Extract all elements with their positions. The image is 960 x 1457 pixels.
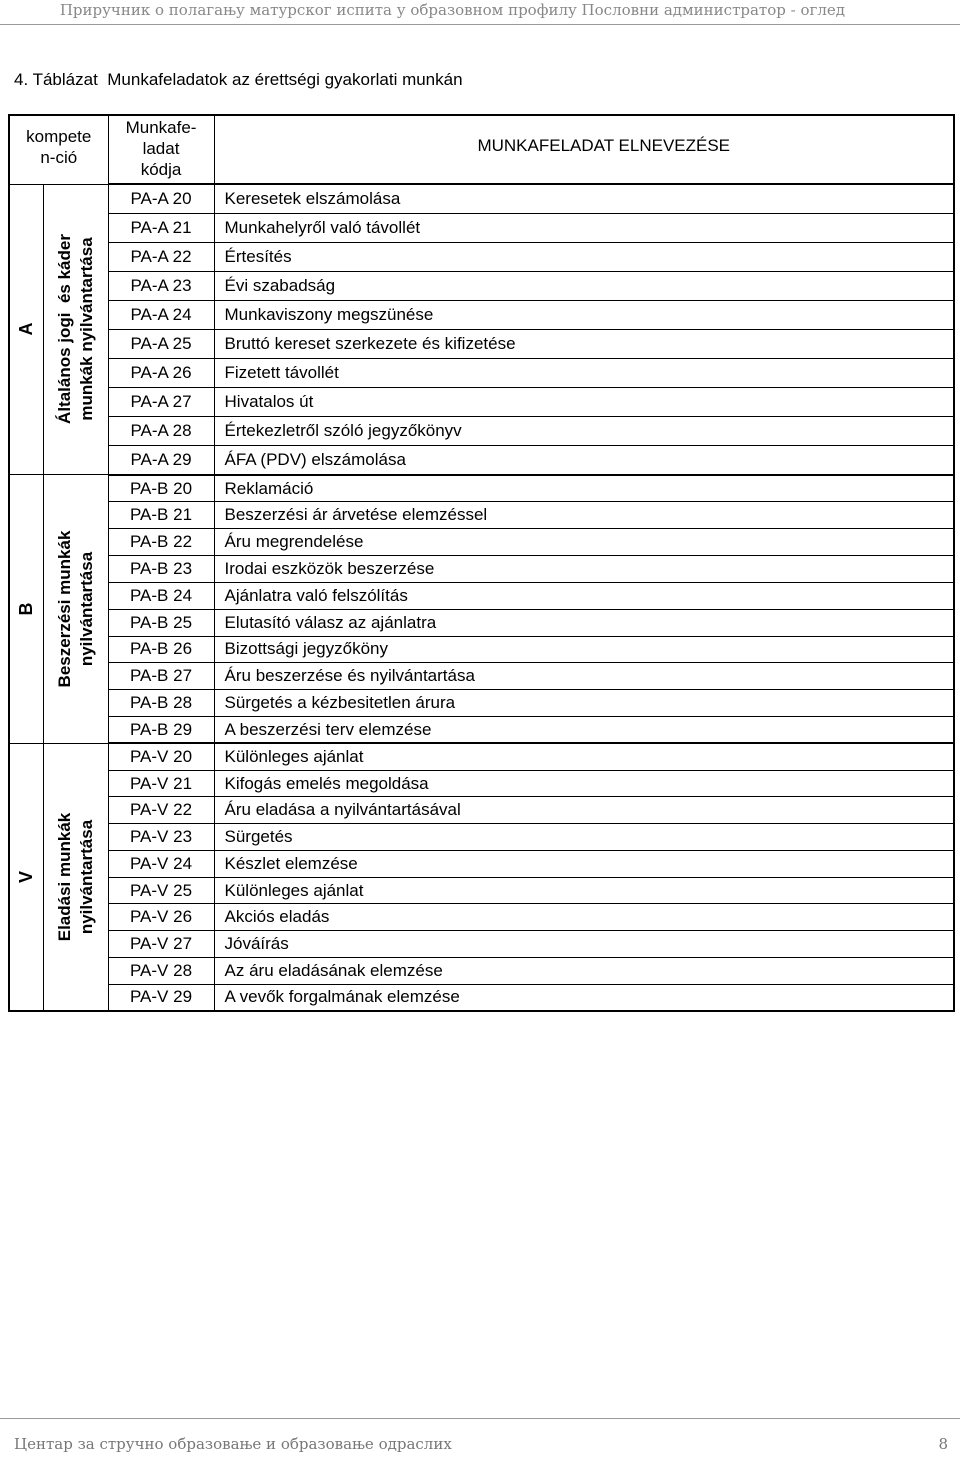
task-code-cell: PA-B 26 xyxy=(108,636,214,663)
table-row xyxy=(9,417,954,446)
table-row xyxy=(9,184,954,213)
table-row xyxy=(9,502,954,529)
competence-group-label: Eladási munkák nyilvántartása xyxy=(54,812,96,942)
task-name-cell: Bizottsági jegyzőköny xyxy=(214,636,954,663)
task-code-cell: PA-V 28 xyxy=(108,957,214,984)
task-code-cell: PA-A 22 xyxy=(108,242,214,271)
table-row xyxy=(9,475,954,502)
task-code-cell: PA-B 22 xyxy=(108,529,214,556)
table-caption: 4. Táblázat Munkafeladatok az érettségi gyakorlati munkán xyxy=(14,70,463,89)
task-name-cell: A beszerzési terv elemzése xyxy=(214,717,954,744)
table-row xyxy=(9,743,954,770)
task-code-cell: PA-A 24 xyxy=(108,300,214,329)
header-task-name: MUNKAFELADAT ELNEVEZÉSE xyxy=(214,115,954,184)
table-row xyxy=(9,446,954,475)
table-row xyxy=(9,663,954,690)
task-name-cell: Fizetett távollét xyxy=(214,359,954,388)
task-name-cell: Az áru eladásának elemzése xyxy=(214,957,954,984)
task-code-cell: PA-A 20 xyxy=(108,184,214,213)
task-code-cell: PA-V 20 xyxy=(108,743,214,770)
task-name-cell: Reklamáció xyxy=(214,475,954,502)
task-name-cell: Áru megrendelése xyxy=(214,529,954,556)
table-row xyxy=(9,300,954,329)
competence-group-cell xyxy=(43,184,108,475)
table-row xyxy=(9,555,954,582)
competence-letter-cell xyxy=(9,743,43,1011)
task-name-cell: Elutasító válasz az ajánlatra xyxy=(214,609,954,636)
task-name-cell: Jóváírás xyxy=(214,931,954,958)
table-row xyxy=(9,636,954,663)
task-code-cell: PA-V 22 xyxy=(108,797,214,824)
table-row xyxy=(9,717,954,744)
task-code-cell: PA-V 23 xyxy=(108,824,214,851)
competence-letter: B xyxy=(16,602,37,616)
task-name-cell: Sürgetés a kézbesitetlen árura xyxy=(214,690,954,717)
table-row xyxy=(9,931,954,958)
task-code-cell: PA-V 21 xyxy=(108,770,214,797)
competence-letter: V xyxy=(16,870,37,883)
tasks-table xyxy=(8,114,955,1012)
task-code-cell: PA-A 23 xyxy=(108,271,214,300)
task-name-cell: Készlet elemzése xyxy=(214,850,954,877)
table-row xyxy=(9,329,954,358)
task-code-cell: PA-B 28 xyxy=(108,690,214,717)
footer-text: Центар за стручно образовање и образовање одраслих xyxy=(14,1435,452,1453)
page-header xyxy=(0,0,960,25)
task-code-cell: PA-B 25 xyxy=(108,609,214,636)
task-name-cell: Különleges ajánlat xyxy=(214,743,954,770)
task-code-cell: PA-V 26 xyxy=(108,904,214,931)
task-code-cell: PA-A 29 xyxy=(108,446,214,475)
competence-group-cell xyxy=(43,743,108,1011)
competence-group-cell xyxy=(43,475,108,743)
task-name-cell: Áru beszerzése és nyilvántartása xyxy=(214,663,954,690)
table-row xyxy=(9,797,954,824)
table-row xyxy=(9,824,954,851)
table-row xyxy=(9,904,954,931)
table-row xyxy=(9,850,954,877)
task-code-cell: PA-B 29 xyxy=(108,717,214,744)
task-name-cell: Kifogás emelés megoldása xyxy=(214,770,954,797)
table-row xyxy=(9,984,954,1011)
task-name-cell: Bruttó kereset szerkezete és kifizetése xyxy=(214,329,954,358)
task-name-cell: Akciós eladás xyxy=(214,904,954,931)
task-code-cell: PA-V 25 xyxy=(108,877,214,904)
task-code-cell: PA-A 26 xyxy=(108,359,214,388)
task-code-cell: PA-V 24 xyxy=(108,850,214,877)
task-name-cell: Értekezletről szóló jegyzőkönyv xyxy=(214,417,954,446)
header-task-code: Munkafe- ladat kódja xyxy=(108,115,214,184)
page-footer xyxy=(0,1418,960,1457)
task-name-cell: Ajánlatra való felszólítás xyxy=(214,582,954,609)
task-name-cell: Beszerzési ár árvetése elemzéssel xyxy=(214,502,954,529)
task-code-cell: PA-B 27 xyxy=(108,663,214,690)
task-name-cell: Irodai eszközök beszerzése xyxy=(214,555,954,582)
table-row xyxy=(9,359,954,388)
table-row xyxy=(9,242,954,271)
task-name-cell: Sürgetés xyxy=(214,824,954,851)
table-row xyxy=(9,582,954,609)
header-competence: kompete n-ció xyxy=(9,115,108,184)
task-name-cell: Keresetek elszámolása xyxy=(214,184,954,213)
task-code-cell: PA-A 28 xyxy=(108,417,214,446)
task-name-cell: Munkaviszony megszünése xyxy=(214,300,954,329)
table-row xyxy=(9,213,954,242)
competence-letter-cell xyxy=(9,184,43,475)
task-code-cell: PA-A 25 xyxy=(108,329,214,358)
table-row xyxy=(9,388,954,417)
task-code-cell: PA-V 27 xyxy=(108,931,214,958)
table-row xyxy=(9,690,954,717)
task-name-cell: Évi szabadság xyxy=(214,271,954,300)
competence-letter: A xyxy=(16,322,37,336)
task-code-cell: PA-A 21 xyxy=(108,213,214,242)
task-name-cell: ÁFA (PDV) elszámolása xyxy=(214,446,954,475)
table-row xyxy=(9,271,954,300)
task-name-cell: Hivatalos út xyxy=(214,388,954,417)
competence-group-label: Általános jogi és káder munkák nyilvántartása xyxy=(54,234,96,425)
task-code-cell: PA-B 24 xyxy=(108,582,214,609)
table-row xyxy=(9,877,954,904)
task-name-cell: Értesítés xyxy=(214,242,954,271)
competence-group-label: Beszerzési munkák nyilvántartása xyxy=(54,530,96,688)
competence-letter-cell xyxy=(9,475,43,743)
task-name-cell: Különleges ajánlat xyxy=(214,877,954,904)
table-row xyxy=(9,609,954,636)
task-name-cell: Munkahelyről való távollét xyxy=(214,213,954,242)
task-code-cell: PA-V 29 xyxy=(108,984,214,1011)
task-name-cell: A vevők forgalmának elemzése xyxy=(214,984,954,1011)
running-title: Приручник о полагању матурског испита у образовном профилу Пословни администратор - оглед xyxy=(59,1,845,19)
task-code-cell: PA-B 23 xyxy=(108,555,214,582)
table-row xyxy=(9,770,954,797)
table-header-row xyxy=(9,115,954,184)
task-name-cell: Áru eladása a nyilvántartásával xyxy=(214,797,954,824)
table-row xyxy=(9,529,954,556)
task-code-cell: PA-B 21 xyxy=(108,502,214,529)
task-code-cell: PA-B 20 xyxy=(108,475,214,502)
table-body xyxy=(9,184,954,1011)
page-number: 8 xyxy=(938,1435,948,1453)
table-row xyxy=(9,957,954,984)
task-code-cell: PA-A 27 xyxy=(108,388,214,417)
